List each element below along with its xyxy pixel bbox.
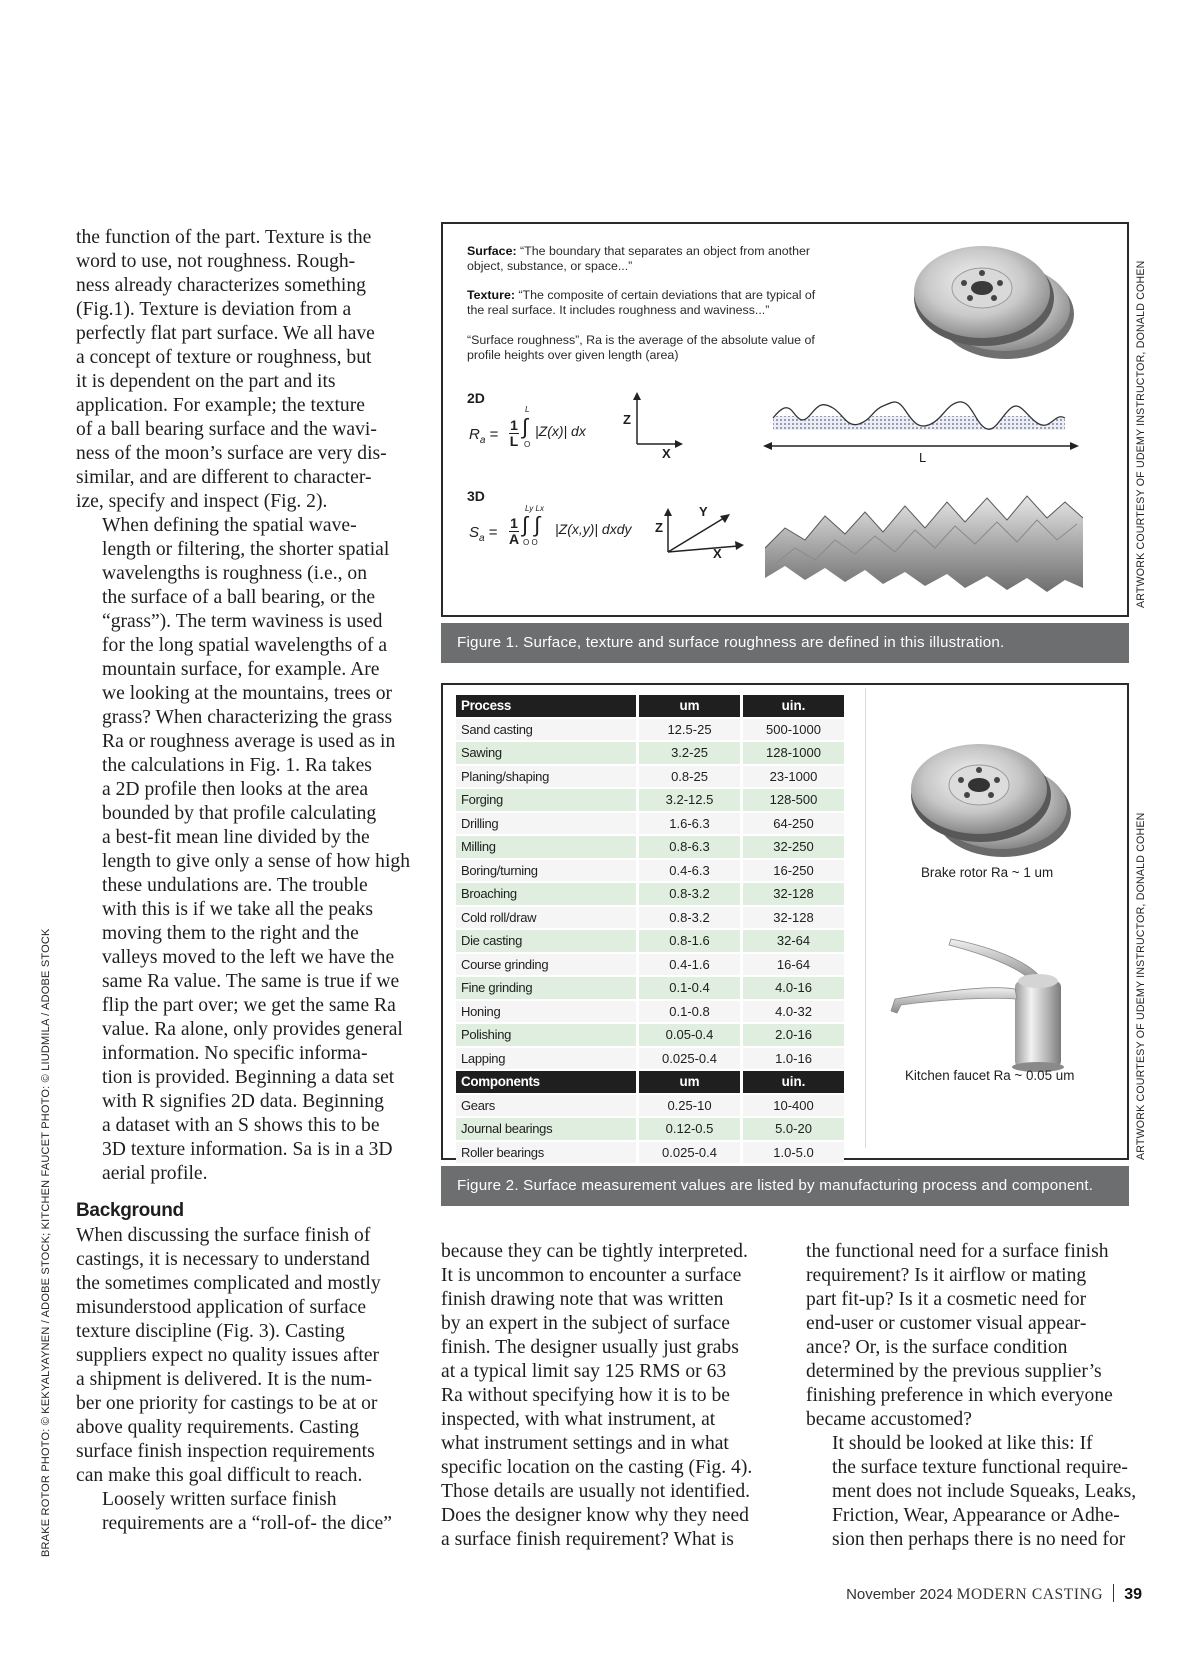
- header-components: Components: [456, 1071, 636, 1093]
- page-number: 39: [1124, 1586, 1142, 1603]
- cell-name: Roller bearings: [456, 1142, 636, 1164]
- text-line: same Ra value. The same is true if we: [102, 971, 400, 992]
- text-line: of a ball bearing surface and the wavi-: [76, 419, 377, 440]
- text-line: castings, it is necessary to understand: [76, 1249, 370, 1270]
- cell-name: Polishing: [456, 1024, 636, 1046]
- text-line: a concept of texture or roughness, but: [76, 347, 372, 368]
- process-row: [456, 883, 844, 905]
- text-line: Does the designer know why they need: [441, 1505, 749, 1526]
- cell-uin: 2.0-16: [740, 1024, 844, 1046]
- figure-1-illustration: [441, 222, 1129, 617]
- sa-integrand: |Z(x,y)| dxdy: [555, 521, 632, 537]
- cell-name: Forging: [456, 789, 636, 811]
- cell-um: 0.1-0.4: [636, 977, 740, 999]
- text-line: bounded by that profile calculating: [102, 803, 377, 824]
- text-line: ize, specify and inspect (Fig. 2).: [76, 491, 328, 512]
- ra-lower-limit: O: [524, 440, 531, 449]
- cell-um: 0.4-6.3: [636, 860, 740, 882]
- text-line: for the long spatial wavelengths of a: [102, 635, 388, 656]
- cell-uin: 4.0-16: [740, 977, 844, 999]
- text-line: finish drawing note that was written: [441, 1289, 724, 1310]
- text-line: with R signifies 2D data. Beginning: [102, 1091, 384, 1112]
- ra-denominator: L: [509, 433, 519, 449]
- text-line: these undulations are. The trouble: [102, 875, 368, 896]
- cell-uin: 1.0-16: [740, 1048, 844, 1070]
- axes-2d: [623, 392, 683, 454]
- text-line: texture discipline (Fig. 3). Casting: [76, 1321, 345, 1342]
- cell-uin: 16-64: [740, 954, 844, 976]
- process-row: [456, 766, 844, 788]
- text-line: 3D texture information. Sa is in a 3D: [102, 1139, 393, 1160]
- photo-credit: BRAKE ROTOR PHOTO: © KEKYALYAYNEN / ADOBE STOCK; KITCHEN FAUCET PHOTO: © LIUDMILA / ADOBE STOCK: [40, 928, 52, 1557]
- text-line: application. For example; the texture: [76, 395, 365, 416]
- text-line: sion then perhaps there is no need for: [832, 1529, 1126, 1550]
- cell-name: Sawing: [456, 742, 636, 764]
- cell-uin: 32-128: [740, 883, 844, 905]
- cell-uin: 128-500: [740, 789, 844, 811]
- roughness-def-line-1: “Surface roughness”, Ra is the average of the absolute value of: [467, 333, 815, 347]
- cell-um: 12.5-25: [636, 719, 740, 741]
- paragraph-loosely-written: [76, 1488, 406, 1536]
- process-row: [456, 742, 844, 764]
- text-line: surface finish inspection requirements: [76, 1441, 375, 1462]
- text-line: Those details are usually not identified.: [441, 1481, 751, 1502]
- cell-name: Honing: [456, 1001, 636, 1023]
- text-line: suppliers expect no quality issues after: [76, 1345, 380, 1366]
- cell-uin: 128-1000: [740, 742, 844, 764]
- cell-um: 0.8-3.2: [636, 883, 740, 905]
- text-line: moving them to the right and the: [102, 923, 359, 944]
- text-line: at a typical limit say 125 RMS or 63: [441, 1361, 727, 1382]
- brake-rotor-photo: [905, 735, 1075, 865]
- process-row: [456, 836, 844, 858]
- cell-name: Drilling: [456, 813, 636, 835]
- cell-um: 0.025-0.4: [636, 1142, 740, 1164]
- text-line: became accustomed?: [806, 1409, 972, 1430]
- process-row: [456, 954, 844, 976]
- text-line: requirement? Is it airflow or mating: [806, 1265, 1087, 1286]
- text-line: grass? When characterizing the grass: [102, 707, 393, 728]
- text-line: Ra or roughness average is used as in: [102, 731, 396, 752]
- process-row: [456, 1048, 844, 1070]
- article-column-2: [441, 1240, 771, 1552]
- cell-uin: 32-64: [740, 930, 844, 952]
- surface-def-line-2: object, substance, or space...”: [467, 259, 633, 273]
- text-line: above quality requirements. Casting: [76, 1417, 359, 1438]
- process-header-row: [456, 695, 844, 717]
- text-line: the calculations in Fig. 1. Ra takes: [102, 755, 372, 776]
- ra-letter: R: [469, 426, 480, 443]
- text-line: what instrument settings and in what: [441, 1433, 729, 1454]
- cell-um: 0.25-10: [636, 1095, 740, 1117]
- cell-um: 0.1-0.8: [636, 1001, 740, 1023]
- cell-name: Milling: [456, 836, 636, 858]
- text-line: aerial profile.: [102, 1163, 208, 1184]
- text-line: perfectly flat part surface. We all have: [76, 323, 375, 344]
- cell-uin: 23-1000: [740, 766, 844, 788]
- text-line: When discussing the surface finish of: [76, 1225, 371, 1246]
- header-uin: uin.: [740, 695, 844, 717]
- figure-2-artwork-credit: ARTWORK COURTESY OF UDEMY INSTRUCTOR, DONALD COHEN: [1135, 812, 1147, 1160]
- texture-term: Texture:: [467, 288, 515, 302]
- component-row: [456, 1142, 844, 1164]
- sa-integral-signs: ∫ ∫: [522, 512, 541, 537]
- cell-name: Die casting: [456, 930, 636, 952]
- text-line: the sometimes complicated and mostly: [76, 1273, 381, 1294]
- text-line: It should be looked at like this: If: [832, 1433, 1093, 1454]
- ra-integral-sign: ∫: [522, 414, 529, 439]
- sa-denominator: A: [509, 531, 520, 547]
- ra-subscript: a: [479, 435, 486, 446]
- text-line: tion is provided. Beginning a data set: [102, 1067, 395, 1088]
- cell-name: Broaching: [456, 883, 636, 905]
- text-line: the surface of a ball bearing, or the: [102, 587, 376, 608]
- text-line: a 2D profile then looks at the area: [102, 779, 369, 800]
- article-column-1: [76, 226, 411, 1536]
- footer-separator: [1113, 1584, 1114, 1602]
- paragraph-interpretation: [441, 1240, 771, 1552]
- process-rows: [456, 719, 844, 1070]
- header-components-uin: uin.: [740, 1071, 844, 1093]
- text-line: ness already characterizes something: [76, 275, 366, 296]
- cell-uin: 10-400: [740, 1095, 844, 1117]
- sa-equals: =: [488, 524, 498, 541]
- component-row: [456, 1095, 844, 1117]
- cell-um: 0.8-6.3: [636, 836, 740, 858]
- brake-rotor-caption: Brake rotor Ra ~ 1 um: [921, 865, 1054, 880]
- paragraph-looked-at: [806, 1432, 1136, 1552]
- text-line: similar, and are different to character-: [76, 467, 372, 488]
- paragraph-texture-definition: [76, 226, 406, 514]
- components-header-row: [456, 1071, 844, 1093]
- text-line: with this is if we take all the peaks: [102, 899, 373, 920]
- cell-uin: 4.0-32: [740, 1001, 844, 1023]
- surface-values-table: [456, 693, 844, 1165]
- text-line: by an expert in the subject of surface: [441, 1313, 730, 1334]
- texture-def-line-1: “The composite of certain deviations that are typical of: [514, 288, 816, 302]
- text-line: mountain surface, for example. Are: [102, 659, 380, 680]
- cell-um: 1.6-6.3: [636, 813, 740, 835]
- cell-um: 0.8-1.6: [636, 930, 740, 952]
- roughness-definition: [467, 333, 847, 363]
- text-line: It is uncommon to encounter a surface: [441, 1265, 742, 1286]
- label-3d: 3D: [467, 488, 485, 504]
- ra-fraction: [509, 418, 519, 449]
- cell-uin: 32-128: [740, 907, 844, 929]
- text-line: value. Ra alone, only provides general: [102, 1019, 403, 1040]
- article-column-3: [806, 1240, 1136, 1552]
- process-row: [456, 789, 844, 811]
- sa-numerator: 1: [510, 515, 518, 531]
- cell-name: Lapping: [456, 1048, 636, 1070]
- text-line: flip the part over; we get the same Ra: [102, 995, 396, 1016]
- process-row: [456, 860, 844, 882]
- process-row: [456, 719, 844, 741]
- text-line: Ra without specifying how it is to be: [441, 1385, 730, 1406]
- cell-um: 3.2-12.5: [636, 789, 740, 811]
- table-photo-divider: [865, 688, 866, 1148]
- text-line: valleys moved to the left we have the: [102, 947, 395, 968]
- cell-um: 0.025-0.4: [636, 1048, 740, 1070]
- cell-name: Fine grinding: [456, 977, 636, 999]
- cell-name: Planing/shaping: [456, 766, 636, 788]
- texture-def-line-2: the real surface. It includes roughness and waviness...”: [467, 303, 770, 317]
- text-line: a surface finish requirement? What is: [441, 1529, 734, 1550]
- text-line: length to give only a sense of how high: [102, 851, 411, 872]
- cell-um: 0.8-25: [636, 766, 740, 788]
- text-line: ness of the moon’s surface are very dis-: [76, 443, 387, 464]
- cell-uin: 64-250: [740, 813, 844, 835]
- sa-subscript: a: [479, 533, 485, 544]
- texture-definition: [467, 288, 847, 318]
- text-line: length or filtering, the shorter spatial: [102, 539, 390, 560]
- figure-1-artwork-credit: ARTWORK COURTESY OF UDEMY INSTRUCTOR, DONALD COHEN: [1135, 260, 1147, 608]
- sa-lower-limits: O O: [523, 538, 538, 547]
- process-row: [456, 907, 844, 929]
- surface-3d-illustration: [765, 488, 1090, 594]
- surface-def-line-1: “The boundary that separates an object from another: [516, 244, 811, 258]
- text-line: the surface texture functional require-: [832, 1457, 1128, 1478]
- components-header-section: [456, 1071, 844, 1093]
- text-line: part fit-up? Is it a cosmetic need for: [806, 1289, 1087, 1310]
- text-line: specific location on the casting (Fig. 4).: [441, 1457, 753, 1478]
- header-components-um: um: [636, 1071, 740, 1093]
- text-line: word to use, not roughness. Rough-: [76, 251, 356, 272]
- process-row: [456, 977, 844, 999]
- text-line: the functional need for a surface finish: [806, 1241, 1109, 1262]
- cell-name: Boring/turning: [456, 860, 636, 882]
- cell-name: Sand casting: [456, 719, 636, 741]
- sa-letter: S: [469, 524, 480, 541]
- header-process: Process: [456, 695, 636, 717]
- cell-name: Course grinding: [456, 954, 636, 976]
- cell-um: 3.2-25: [636, 742, 740, 764]
- ra-upper-limit: L: [525, 405, 530, 414]
- figure-1-caption: Figure 1. Surface, texture and surface roughness are defined in this illustration.: [441, 623, 1129, 663]
- kitchen-faucet-caption: Kitchen faucet Ra ~ 0.05 um: [905, 1068, 1075, 1083]
- ra-integrand: |Z(x)| dx: [535, 423, 586, 439]
- cell-uin: 5.0-20: [740, 1118, 844, 1140]
- sa-fraction: [509, 516, 519, 547]
- kitchen-faucet-photo: [883, 933, 1083, 1073]
- text-line: Friction, Wear, Appearance or Adhe-: [832, 1505, 1120, 1526]
- text-line: When defining the spatial wave-: [102, 515, 357, 536]
- component-row: [456, 1118, 844, 1140]
- cell-uin: 32-250: [740, 836, 844, 858]
- text-line: end-user or customer visual appear-: [806, 1313, 1087, 1334]
- text-line: inspected, with what instrument, at: [441, 1409, 716, 1430]
- cell-um: 0.05-0.4: [636, 1024, 740, 1046]
- sa-upper-limits: Ly Lx: [525, 504, 544, 513]
- text-line: ment does not include Squeaks, Leaks,: [832, 1481, 1137, 1502]
- text-line: finish. The designer usually just grabs: [441, 1337, 739, 1358]
- length-label: L: [919, 450, 927, 465]
- text-line: information. No specific informa-: [102, 1043, 368, 1064]
- cell-um: 0.8-3.2: [636, 907, 740, 929]
- text-line: requirements are a “roll-of- the dice”: [102, 1513, 392, 1534]
- footer-magazine: MODERN CASTING: [956, 1586, 1104, 1603]
- section-heading-background: Background: [76, 1200, 184, 1221]
- cell-um: 0.4-1.6: [636, 954, 740, 976]
- page-footer: [846, 1584, 1142, 1604]
- axis-x-label-2d: X: [662, 446, 671, 461]
- text-line: we looking at the mountains, trees or: [102, 683, 393, 704]
- sa-symbol: [469, 524, 498, 544]
- roughness-def-line-2: profile heights over given length (area): [467, 348, 679, 362]
- component-rows: [456, 1095, 844, 1164]
- process-row: [456, 930, 844, 952]
- text-line: misunderstood application of surface: [76, 1297, 367, 1318]
- cell-um: 0.12-0.5: [636, 1118, 740, 1140]
- footer-date: November 2024: [846, 1586, 953, 1603]
- ra-equals: =: [489, 426, 499, 443]
- text-line: it is dependent on the part and its: [76, 371, 336, 392]
- text-line: determined by the previous supplier’s: [806, 1361, 1102, 1382]
- label-2d: 2D: [467, 390, 485, 406]
- process-row: [456, 1001, 844, 1023]
- text-line: wavelengths is roughness (i.e., on: [102, 563, 368, 584]
- text-line: the function of the part. Texture is the: [76, 227, 372, 248]
- ra-symbol: [469, 426, 498, 446]
- ra-numerator: 1: [510, 417, 518, 433]
- text-line: a shipment is delivered. It is the num-: [76, 1369, 373, 1390]
- text-line: “grass”). The term waviness is used: [102, 611, 383, 632]
- paragraph-spatial-wavelength: [76, 514, 411, 1186]
- header-um: um: [636, 695, 740, 717]
- surface-definition: [467, 244, 847, 274]
- cell-uin: 500-1000: [740, 719, 844, 741]
- text-line: Loosely written surface finish: [102, 1489, 337, 1510]
- cell-name: Cold roll/draw: [456, 907, 636, 929]
- figure-2-table: [441, 683, 1129, 1160]
- process-row: [456, 813, 844, 835]
- text-line: a best-fit mean line divided by the: [102, 827, 370, 848]
- surface-term: Surface:: [467, 244, 517, 258]
- paragraph-background: [76, 1224, 406, 1488]
- figure-2-caption: Figure 2. Surface measurement values are listed by manufacturing process and component.: [441, 1166, 1129, 1206]
- text-line: because they can be tightly interpreted.: [441, 1241, 748, 1262]
- process-row: [456, 1024, 844, 1046]
- text-line: can make this goal difficult to reach.: [76, 1465, 363, 1486]
- axis-y-label-3d: Y: [699, 504, 708, 519]
- axis-x-label-3d: X: [713, 546, 722, 561]
- cell-name: Gears: [456, 1095, 636, 1117]
- text-line: a dataset with an S shows this to be: [102, 1115, 380, 1136]
- text-line: ance? Or, is the surface condition: [806, 1337, 1068, 1358]
- axis-z-label-3d: Z: [655, 520, 663, 535]
- text-line: finishing preference in which everyone: [806, 1385, 1113, 1406]
- paragraph-functional-need: [806, 1240, 1136, 1432]
- cell-uin: 16-250: [740, 860, 844, 882]
- cell-name: Journal bearings: [456, 1118, 636, 1140]
- text-line: ber one priority for castings to be at or: [76, 1393, 378, 1414]
- brake-rotor-illustration: [908, 238, 1078, 370]
- axis-z-label-2d: Z: [623, 412, 631, 427]
- cell-uin: 1.0-5.0: [740, 1142, 844, 1164]
- text-line: (Fig.1). Texture is deviation from a: [76, 299, 352, 320]
